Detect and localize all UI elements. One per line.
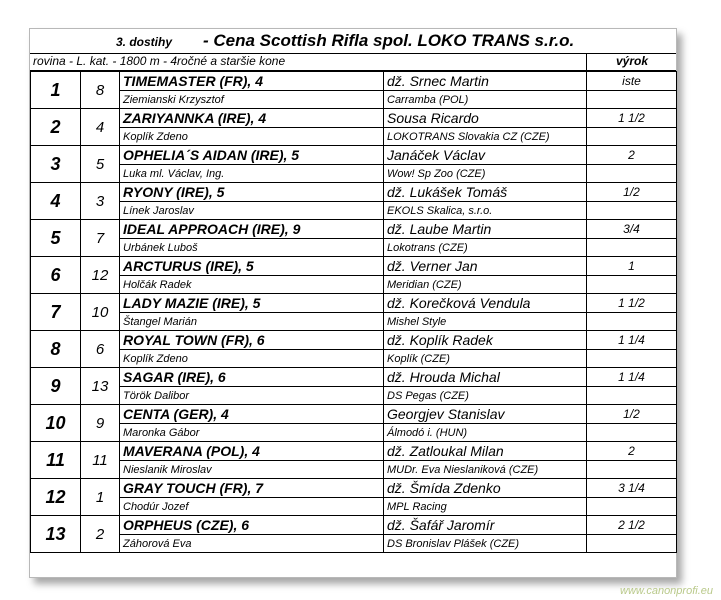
horse-name: ZARIYANNKA (IRE), 4 bbox=[120, 109, 384, 128]
result-row bbox=[31, 516, 677, 535]
horse-name: SAGAR (IRE), 6 bbox=[120, 368, 384, 387]
owner: MUDr. Eva Nieslaniková (CZE) bbox=[384, 461, 587, 479]
jockey: dž. Srnec Martin bbox=[384, 72, 587, 91]
horse-name: TIMEMASTER (FR), 4 bbox=[120, 72, 384, 91]
owner: Carramba (POL) bbox=[384, 91, 587, 109]
horse-name: GRAY TOUCH (FR), 7 bbox=[120, 479, 384, 498]
place: 13 bbox=[31, 516, 81, 553]
result-row-details bbox=[31, 387, 677, 405]
start-number: 9 bbox=[81, 405, 120, 442]
jockey: dž. Koplík Radek bbox=[384, 331, 587, 350]
result-row-details bbox=[31, 202, 677, 220]
trainer: Urbánek Luboš bbox=[120, 239, 384, 257]
start-number: 1 bbox=[81, 479, 120, 516]
owner: Wow! Sp Zoo (CZE) bbox=[384, 165, 587, 183]
trainer: Török Dalibor bbox=[120, 387, 384, 405]
start-number: 13 bbox=[81, 368, 120, 405]
result-row bbox=[31, 183, 677, 202]
trainer: Štangel Marián bbox=[120, 313, 384, 331]
margin: 1 1/2 bbox=[587, 109, 677, 128]
margin: 1/2 bbox=[587, 183, 677, 202]
watermark: www.canonprofi.eu bbox=[620, 585, 713, 597]
margin: 2 bbox=[587, 146, 677, 165]
jockey: dž. Korečková Vendula bbox=[384, 294, 587, 313]
trainer: Maronka Gábor bbox=[120, 424, 384, 442]
margin: 1/2 bbox=[587, 405, 677, 424]
jockey: Georgjev Stanislav bbox=[384, 405, 587, 424]
owner: Meridian (CZE) bbox=[384, 276, 587, 294]
owner: DS Bronislav Plášek (CZE) bbox=[384, 535, 587, 553]
result-row-details bbox=[31, 313, 677, 331]
margin-empty bbox=[587, 128, 677, 146]
result-row-details bbox=[31, 276, 677, 294]
start-number: 7 bbox=[81, 220, 120, 257]
horse-name: MAVERANA (POL), 4 bbox=[120, 442, 384, 461]
result-row-details bbox=[31, 498, 677, 516]
margin-empty bbox=[587, 313, 677, 331]
margin-empty bbox=[587, 535, 677, 553]
trainer: Chodúr Jozef bbox=[120, 498, 384, 516]
race-info: rovina - L. kat. - 1800 m - 4ročné a staršie kone bbox=[33, 54, 286, 68]
place: 3 bbox=[31, 146, 81, 183]
jockey: dž. Šmída Zdenko bbox=[384, 479, 587, 498]
margin-empty bbox=[587, 350, 677, 368]
place: 4 bbox=[31, 183, 81, 220]
margin-empty bbox=[587, 91, 677, 109]
jockey: Sousa Ricardo bbox=[384, 109, 587, 128]
result-row bbox=[31, 442, 677, 461]
margin-empty bbox=[587, 276, 677, 294]
margin: 1 1/4 bbox=[587, 368, 677, 387]
results-table bbox=[30, 71, 677, 553]
trainer: Koplík Zdeno bbox=[120, 128, 384, 146]
results-sheet bbox=[29, 28, 677, 578]
margin-empty bbox=[587, 424, 677, 442]
result-row bbox=[31, 109, 677, 128]
trainer: Holčák Radek bbox=[120, 276, 384, 294]
horse-name: LADY MAZIE (IRE), 5 bbox=[120, 294, 384, 313]
horse-name: ROYAL TOWN (FR), 6 bbox=[120, 331, 384, 350]
place: 7 bbox=[31, 294, 81, 331]
jockey: dž. Šafář Jaromír bbox=[384, 516, 587, 535]
result-row bbox=[31, 331, 677, 350]
jockey: dž. Laube Martin bbox=[384, 220, 587, 239]
result-row bbox=[31, 146, 677, 165]
place: 12 bbox=[31, 479, 81, 516]
result-row-details bbox=[31, 91, 677, 109]
jockey: dž. Lukášek Tomáš bbox=[384, 183, 587, 202]
jockey: dž. Hrouda Michal bbox=[384, 368, 587, 387]
result-row-details bbox=[31, 165, 677, 183]
horse-name: IDEAL APPROACH (IRE), 9 bbox=[120, 220, 384, 239]
margin-empty bbox=[587, 239, 677, 257]
owner: EKOLS Skalica, s.r.o. bbox=[384, 202, 587, 220]
margin: 2 bbox=[587, 442, 677, 461]
start-number: 4 bbox=[81, 109, 120, 146]
owner: Koplík (CZE) bbox=[384, 350, 587, 368]
horse-name: ARCTURUS (IRE), 5 bbox=[120, 257, 384, 276]
result-row-details bbox=[31, 461, 677, 479]
jockey: dž. Verner Jan bbox=[384, 257, 587, 276]
race-number: 3. dostihy bbox=[116, 35, 173, 49]
place: 1 bbox=[31, 72, 81, 109]
start-number: 5 bbox=[81, 146, 120, 183]
horse-name: OPHELIA´S AIDAN (IRE), 5 bbox=[120, 146, 384, 165]
margin: iste bbox=[587, 72, 677, 91]
start-number: 11 bbox=[81, 442, 120, 479]
place: 5 bbox=[31, 220, 81, 257]
race-title: - Cena Scottish Rifla spol. LOKO TRANS s.r.o. bbox=[203, 31, 575, 50]
race-info-row bbox=[30, 53, 676, 71]
margin: 1 1/4 bbox=[587, 331, 677, 350]
owner: MPL Racing bbox=[384, 498, 587, 516]
margin-header: výrok bbox=[586, 54, 677, 71]
start-number: 10 bbox=[81, 294, 120, 331]
result-row bbox=[31, 479, 677, 498]
start-number: 8 bbox=[81, 72, 120, 109]
place: 9 bbox=[31, 368, 81, 405]
result-row-details bbox=[31, 424, 677, 442]
trainer: Ziemianski Krzysztof bbox=[120, 91, 384, 109]
start-number: 2 bbox=[81, 516, 120, 553]
horse-name: CENTA (GER), 4 bbox=[120, 405, 384, 424]
margin: 1 bbox=[587, 257, 677, 276]
start-number: 3 bbox=[81, 183, 120, 220]
start-number: 6 bbox=[81, 331, 120, 368]
result-row-details bbox=[31, 239, 677, 257]
place: 11 bbox=[31, 442, 81, 479]
place: 2 bbox=[31, 109, 81, 146]
margin: 3/4 bbox=[587, 220, 677, 239]
jockey: dž. Zatloukal Milan bbox=[384, 442, 587, 461]
result-row-details bbox=[31, 535, 677, 553]
owner: Álmodó i. (HUN) bbox=[384, 424, 587, 442]
title-row bbox=[30, 29, 676, 54]
trainer: Nieslanik Miroslav bbox=[120, 461, 384, 479]
place: 8 bbox=[31, 331, 81, 368]
jockey: Janáček Václav bbox=[384, 146, 587, 165]
margin-empty bbox=[587, 498, 677, 516]
result-row bbox=[31, 294, 677, 313]
trainer: Línek Jaroslav bbox=[120, 202, 384, 220]
margin: 3 1/4 bbox=[587, 479, 677, 498]
result-row bbox=[31, 405, 677, 424]
margin-empty bbox=[587, 461, 677, 479]
margin: 1 1/2 bbox=[587, 294, 677, 313]
trainer: Luka ml. Václav, Ing. bbox=[120, 165, 384, 183]
margin-empty bbox=[587, 165, 677, 183]
place: 6 bbox=[31, 257, 81, 294]
owner: LOKOTRANS Slovakia CZ (CZE) bbox=[384, 128, 587, 146]
margin-empty bbox=[587, 202, 677, 220]
margin: 2 1/2 bbox=[587, 516, 677, 535]
owner: Mishel Style bbox=[384, 313, 587, 331]
result-row bbox=[31, 72, 677, 91]
place: 10 bbox=[31, 405, 81, 442]
result-row-details bbox=[31, 128, 677, 146]
result-row bbox=[31, 368, 677, 387]
margin-empty bbox=[587, 387, 677, 405]
owner: Lokotrans (CZE) bbox=[384, 239, 587, 257]
start-number: 12 bbox=[81, 257, 120, 294]
trainer: Záhorová Eva bbox=[120, 535, 384, 553]
horse-name: RYONY (IRE), 5 bbox=[120, 183, 384, 202]
result-row-details bbox=[31, 350, 677, 368]
owner: DS Pegas (CZE) bbox=[384, 387, 587, 405]
trainer: Koplík Zdeno bbox=[120, 350, 384, 368]
result-row bbox=[31, 257, 677, 276]
result-row bbox=[31, 220, 677, 239]
horse-name: ORPHEUS (CZE), 6 bbox=[120, 516, 384, 535]
